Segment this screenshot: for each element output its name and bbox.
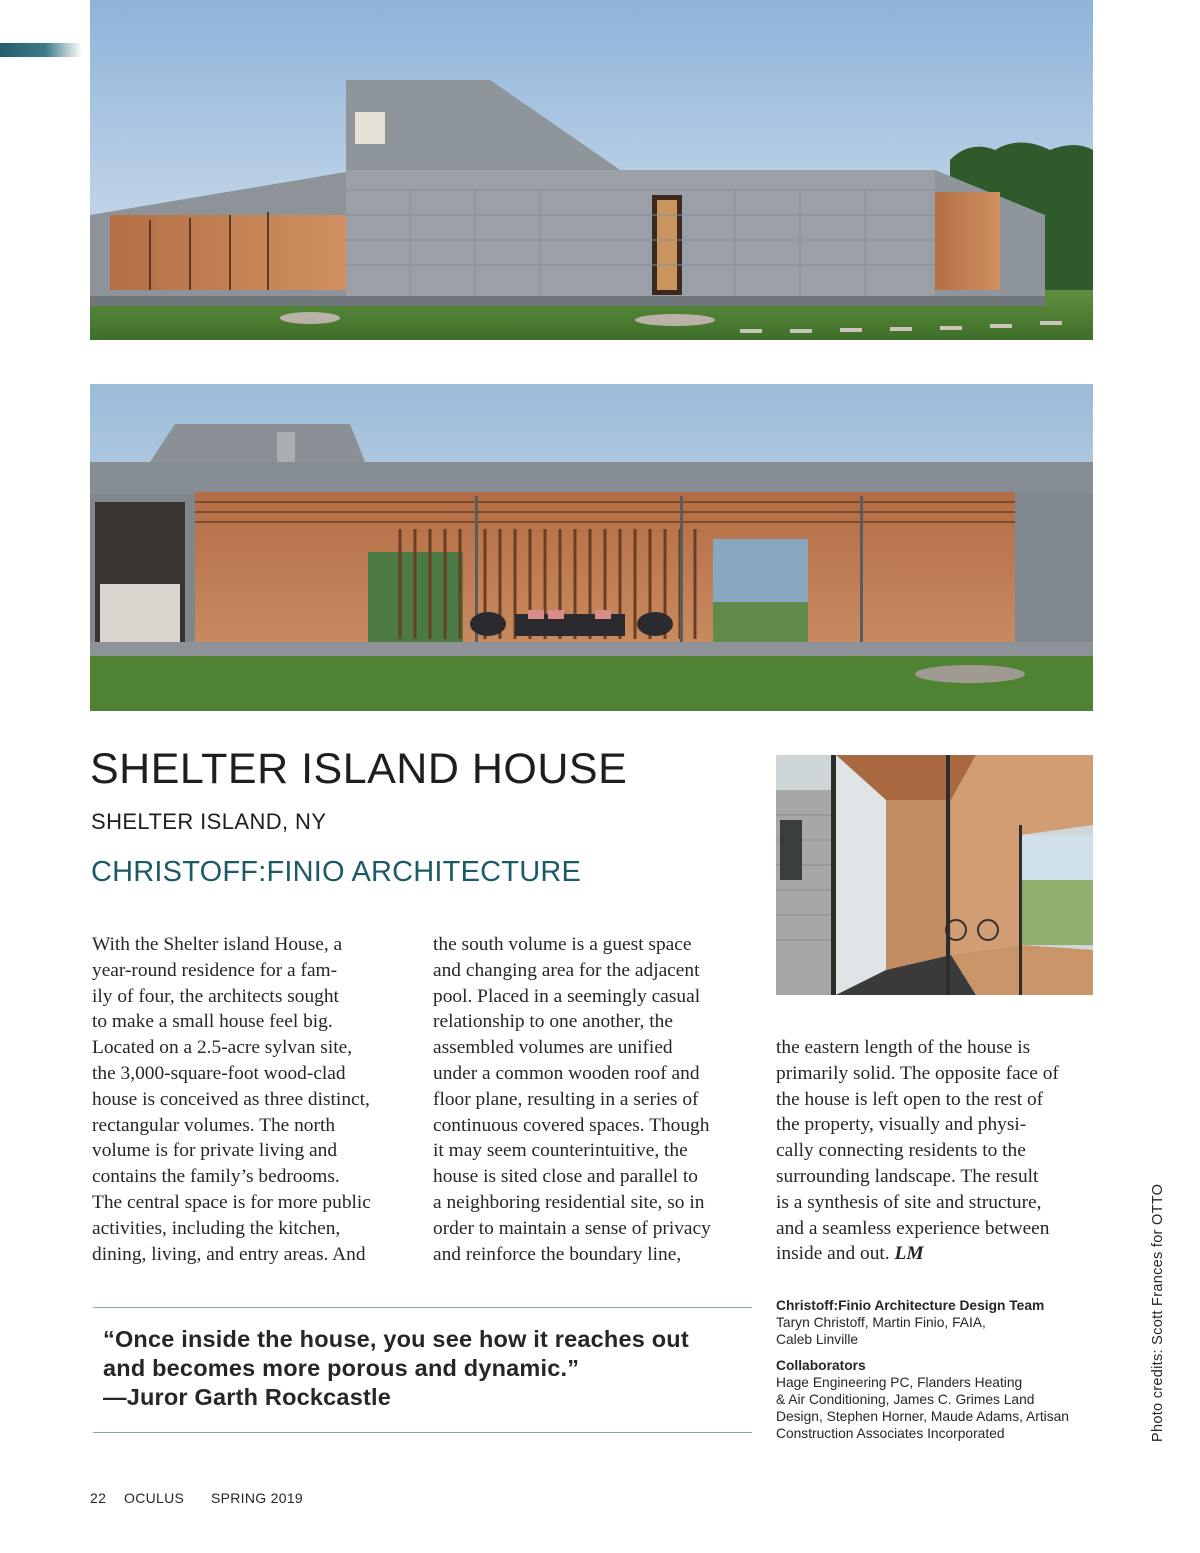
body-line: dining, living, and entry areas. And bbox=[92, 1243, 366, 1265]
body-line: under a common wooden roof and bbox=[433, 1062, 700, 1084]
quote-rule-bottom bbox=[93, 1432, 752, 1433]
body-line: and reinforce the boundary line, bbox=[433, 1243, 682, 1265]
body-line: ily of four, the architects sought bbox=[92, 985, 339, 1007]
body-line: the house is left open to the rest of bbox=[776, 1088, 1044, 1110]
body-line: house is conceived as three distinct, bbox=[92, 1088, 370, 1110]
collaborators-line: & Air Conditioning, James C. Grimes Land bbox=[776, 1391, 1035, 1407]
collaborators-line: Design, Stephen Horner, Maude Adams, Artisan bbox=[776, 1408, 1069, 1424]
body-line: continuous covered spaces. Though bbox=[433, 1114, 710, 1136]
body-column-1 bbox=[92, 932, 402, 1267]
body-line: house is sited close and parallel to bbox=[433, 1166, 698, 1188]
body-line: cally connecting residents to the bbox=[776, 1140, 1026, 1162]
page-number: 22 bbox=[90, 1490, 107, 1506]
body-column-2 bbox=[433, 932, 743, 1267]
body-line: the south volume is a guest space bbox=[433, 934, 692, 955]
body-line: rectangular volumes. The north bbox=[92, 1114, 336, 1136]
architecture-firm: CHRISTOFF:FINIO ARCHITECTURE bbox=[91, 856, 582, 888]
body-line: The central space is for more public bbox=[92, 1191, 371, 1213]
body-line: year-round residence for a fam- bbox=[92, 959, 338, 981]
body-line: and a seamless experience between bbox=[776, 1217, 1050, 1239]
quote-attribution: —Juror Garth Rockcastle bbox=[103, 1384, 391, 1410]
article-location: SHELTER ISLAND, NY bbox=[91, 809, 327, 834]
design-team-heading: Christoff:Finio Architecture Design Team bbox=[776, 1298, 1045, 1313]
body-line: surrounding landscape. The result bbox=[776, 1165, 1039, 1187]
collaborators-line: Construction Associates Incorporated bbox=[776, 1425, 1005, 1441]
body-line: the 3,000-square-foot wood-clad bbox=[92, 1062, 346, 1084]
body-line: Located on a 2.5-acre sylvan site, bbox=[92, 1037, 353, 1059]
section-accent-bar bbox=[0, 43, 82, 57]
house-exterior-photo bbox=[90, 0, 1093, 340]
design-team-line: Caleb Linville bbox=[776, 1331, 859, 1347]
body-line: assembled volumes are unified bbox=[433, 1037, 673, 1059]
author-initials: LM bbox=[894, 1243, 924, 1265]
body-column-3 bbox=[776, 1035, 1086, 1267]
body-line: to make a small house feel big. bbox=[92, 1011, 333, 1033]
body-line: the property, visually and physi- bbox=[776, 1114, 1027, 1136]
body-line-last bbox=[776, 1241, 1086, 1267]
quote-line: and becomes more porous and dynamic.” bbox=[103, 1355, 580, 1381]
collaborators-line: Hage Engineering PC, Flanders Heating bbox=[776, 1375, 1023, 1391]
credits-spacer bbox=[776, 1348, 1069, 1358]
issue-date: SPRING 2019 bbox=[211, 1490, 304, 1506]
project-credits bbox=[776, 1298, 1069, 1442]
body-line: it may seem counterintuitive, the bbox=[433, 1140, 688, 1162]
photo-credit: Photo credits: Scott Frances for OTTO bbox=[1150, 1183, 1166, 1442]
magazine-name: OCULUS bbox=[124, 1490, 185, 1506]
body-line: the eastern length of the house is bbox=[776, 1037, 1031, 1058]
design-team-line: Taryn Christoff, Martin Finio, FAIA, bbox=[776, 1314, 986, 1330]
body-line: and changing area for the adjacent bbox=[433, 959, 700, 981]
body-line: contains the family’s bedrooms. bbox=[92, 1166, 340, 1188]
quote-rule-top bbox=[93, 1307, 752, 1308]
body-line: order to maintain a sense of privacy bbox=[433, 1217, 711, 1239]
glass-corridor-photo bbox=[776, 755, 1093, 995]
body-line: is a synthesis of site and structure, bbox=[776, 1191, 1042, 1213]
body-line: relationship to one another, the bbox=[433, 1011, 673, 1033]
covered-porch-photo bbox=[90, 384, 1093, 711]
quote-line: “Once inside the house, you see how it reaches out bbox=[103, 1326, 689, 1352]
body-line: activities, including the kitchen, bbox=[92, 1217, 341, 1239]
body-line: pool. Placed in a seemingly casual bbox=[433, 985, 701, 1007]
body-line: a neighboring residential site, so in bbox=[433, 1191, 705, 1213]
body-line: With the Shelter island House, a bbox=[92, 934, 343, 955]
body-line: volume is for private living and bbox=[92, 1140, 338, 1162]
pull-quote bbox=[103, 1325, 689, 1412]
body-line: floor plane, resulting in a series of bbox=[433, 1088, 699, 1110]
body-line: primarily solid. The opposite face of bbox=[776, 1062, 1059, 1084]
article-title: SHELTER ISLAND HOUSE bbox=[90, 745, 628, 793]
collaborators-heading: Collaborators bbox=[776, 1358, 866, 1374]
body-line-text: inside and out. bbox=[776, 1243, 890, 1265]
